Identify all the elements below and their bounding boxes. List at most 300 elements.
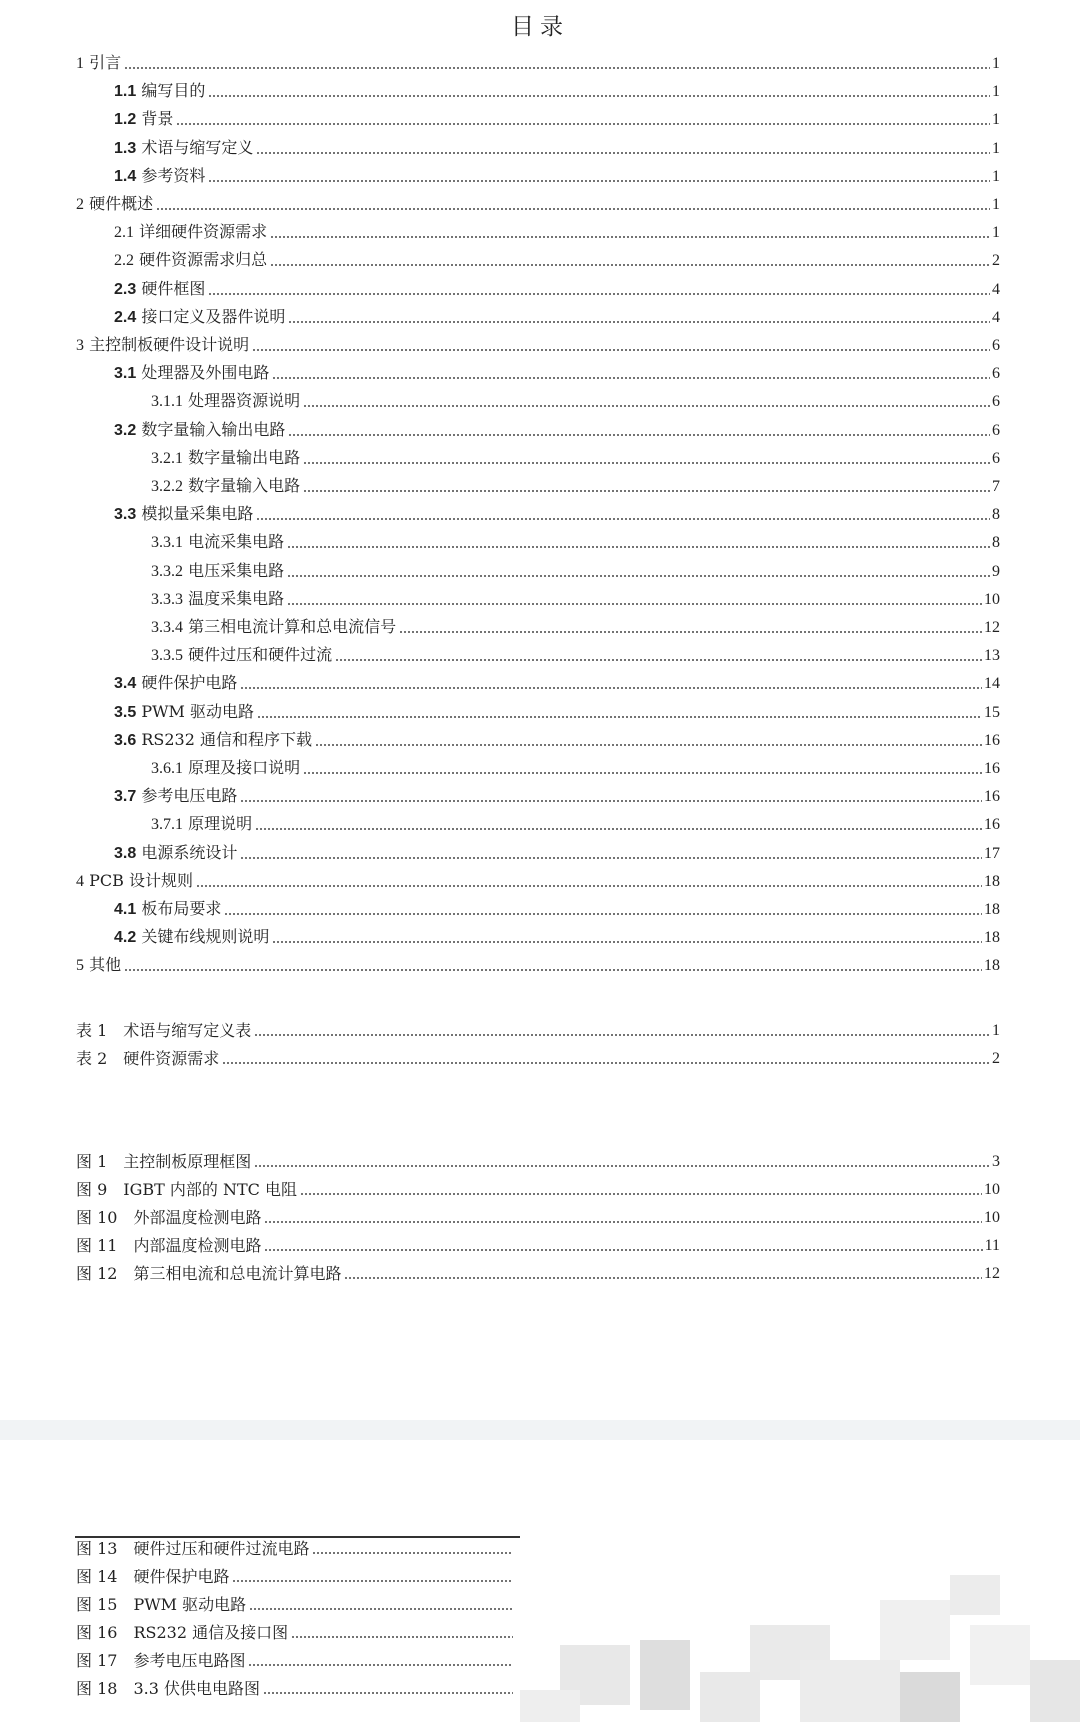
section-title: RS232 通信和程序下载 (136, 729, 312, 749)
page-number: 16 (984, 816, 1000, 834)
section-number: 3.5 (114, 703, 137, 721)
page-number: 18 (984, 929, 1000, 947)
page-number: 4 (992, 308, 1000, 326)
leader-dots (303, 490, 990, 492)
figure-title: 图 16 RS232 通信及接口图 (76, 1623, 289, 1642)
section-title: 术语与缩写定义 (136, 137, 254, 157)
toc-entry-label (151, 476, 301, 497)
section-title: 参考资料 (136, 165, 206, 185)
toc-line (0, 52, 1080, 74)
leader-dots (222, 1062, 990, 1064)
section-title: 硬件概述 (84, 194, 154, 213)
toc-entry-label (76, 1539, 310, 1559)
toc-line (0, 334, 1080, 356)
toc-entry (76, 1565, 515, 1587)
page-number: 16 (984, 731, 1000, 749)
page-number: 14 (984, 675, 1000, 693)
section-number: 3.7 (114, 788, 137, 806)
leader-dots (263, 1692, 513, 1694)
toc-entry-label (76, 194, 154, 215)
toc-line (0, 221, 1080, 243)
section-title: 处理器资源说明 (183, 391, 301, 411)
section-title: 详细硬件资源需求 (134, 222, 268, 242)
section-number: 3.7.1 (151, 816, 183, 834)
leader-dots (272, 941, 982, 943)
section-title: 编写目的 (136, 81, 206, 101)
figure-title: 图 14 硬件保护电路 (76, 1567, 230, 1586)
page-number: 10 (984, 1181, 1000, 1198)
toc-entry (76, 1677, 515, 1699)
leader-dots (254, 1034, 990, 1036)
toc-line (0, 137, 1080, 159)
leader-dots (256, 152, 990, 154)
toc-line (0, 813, 1080, 835)
page-number: 6 (992, 449, 1000, 467)
page-number: 2 (992, 1050, 1000, 1067)
toc-entry-label (76, 53, 122, 74)
toc-line (0, 447, 1080, 469)
toc-entry (114, 165, 1000, 187)
leader-dots (303, 405, 990, 407)
toc-entry (114, 221, 1000, 243)
blur-block (520, 1690, 580, 1722)
toc-line (0, 672, 1080, 694)
table-title: 表 2 硬件资源需求 (76, 1049, 220, 1068)
toc-entry-label (114, 166, 206, 187)
toc-entry-label (76, 1264, 342, 1284)
section-title: 数字量输入电路 (183, 476, 301, 495)
toc-entry-label (114, 250, 268, 271)
section-title: 数字量输出电路 (183, 447, 301, 467)
page-number: 16 (984, 760, 1000, 777)
page-number: 10 (984, 590, 1000, 608)
leader-dots (208, 293, 990, 295)
page-number: 3 (992, 1153, 1000, 1170)
toc-entry-label (76, 1623, 289, 1643)
toc-entry-label (151, 589, 285, 610)
section-title: 处理器及外围电路 (136, 363, 270, 383)
section-number: 2 (76, 196, 84, 213)
toc-entry (76, 1593, 515, 1615)
toc-entry-label (114, 307, 286, 328)
toc-entry (151, 390, 1000, 412)
section-title: 硬件资源需求归总 (134, 250, 268, 270)
section-title: 原理说明 (183, 814, 253, 834)
leader-dots (312, 1552, 513, 1554)
blur-block (970, 1625, 1030, 1685)
toc-entry (76, 1621, 515, 1643)
toc-line (0, 588, 1080, 610)
toc-entry (114, 672, 1000, 694)
toc-entry (76, 334, 1000, 356)
page-number: 2 (992, 252, 1000, 270)
leader-dots (124, 969, 982, 971)
leader-dots (303, 772, 982, 774)
blur-block (700, 1672, 760, 1722)
section-number: 1 (76, 55, 84, 72)
section-number: 3.3.3 (151, 590, 183, 608)
section-number: 3.3.5 (151, 647, 183, 665)
blur-block (1030, 1660, 1080, 1722)
toc-entry (114, 842, 1000, 864)
leader-dots (287, 575, 990, 577)
toc-line (0, 165, 1080, 187)
section-title: PWM 驱动电路 (136, 701, 255, 721)
page-number: 6 (992, 393, 1000, 411)
page-number: 1 (992, 111, 1000, 129)
leader-dots (300, 1193, 982, 1195)
section-number: 3 (76, 337, 84, 354)
page-number: 12 (984, 619, 1000, 636)
toc-entry (76, 1178, 1000, 1200)
figure-title: 图 10 外部温度检测电路 (76, 1208, 262, 1227)
leader-dots (156, 208, 990, 210)
section-number: 3.2.2 (151, 478, 183, 495)
figure-entry (0, 1150, 1080, 1172)
leader-dots (270, 236, 990, 238)
leader-dots (196, 885, 982, 887)
toc-line (0, 80, 1080, 102)
table-title: 表 1 术语与缩写定义表 (76, 1021, 252, 1040)
toc-entry (151, 447, 1000, 469)
blur-block (900, 1672, 960, 1722)
toc-line (0, 644, 1080, 666)
toc-line (0, 531, 1080, 553)
page-number: 1 (992, 167, 1000, 185)
section-title: 参考电压电路 (136, 786, 238, 806)
page-title: 目录 (511, 14, 569, 40)
leader-dots (255, 828, 982, 830)
leader-dots (248, 1664, 513, 1666)
toc-entry (114, 419, 1000, 441)
section-number: 2.1 (114, 224, 134, 242)
toc-entry-label (151, 814, 253, 835)
page-number: 12 (984, 1265, 1000, 1282)
toc-entry-label (114, 702, 255, 723)
toc-entry-label (151, 391, 301, 412)
leader-dots (257, 716, 982, 718)
toc-line (0, 785, 1080, 807)
section-number: 3.6 (114, 731, 137, 749)
leader-dots (315, 744, 982, 746)
section-title: 模拟量采集电路 (136, 504, 254, 524)
leader-dots (291, 1636, 513, 1638)
toc-entry-label (114, 109, 174, 130)
figure-entry (0, 1206, 1080, 1228)
toc-entry (114, 729, 1000, 751)
toc-entry-label (114, 363, 270, 384)
toc-entry-label (151, 532, 285, 553)
table-entry (0, 1047, 1080, 1069)
toc-line (0, 757, 1080, 779)
leader-dots (287, 603, 982, 605)
toc-entry-label (76, 1236, 262, 1256)
page-number: 18 (984, 957, 1000, 975)
toc-line (0, 306, 1080, 328)
toc-entry (151, 475, 1000, 497)
toc-line (0, 419, 1080, 441)
leader-dots (252, 349, 990, 351)
toc-entry (114, 898, 1000, 920)
toc-line (0, 475, 1080, 497)
toc-line (0, 616, 1080, 638)
page-number: 17 (984, 844, 1000, 862)
leader-dots (249, 1608, 513, 1610)
toc-entry-label (114, 927, 270, 948)
page-number: 6 (992, 365, 1000, 383)
page-number: 10 (984, 1209, 1000, 1226)
section-title: 温度采集电路 (183, 588, 285, 608)
toc-entry (151, 813, 1000, 835)
toc-entry (151, 531, 1000, 553)
page-number: 7 (992, 478, 1000, 495)
leader-dots (208, 180, 990, 182)
figure-title: 图 18 3.3 伏供电电路图 (76, 1679, 260, 1698)
section-number: 5 (76, 957, 84, 975)
toc-entry (76, 1649, 515, 1671)
toc-entry-label (114, 843, 238, 864)
section-title: PCB 设计规则 (84, 870, 193, 890)
page-number: 1 (992, 139, 1000, 157)
section-number: 3.3.2 (151, 562, 183, 580)
figure-title: 图 1 主控制板原理框图 (76, 1152, 252, 1171)
section-title: 硬件保护电路 (136, 673, 238, 693)
leader-dots (287, 546, 990, 548)
section-title: 硬件过压和硬件过流 (183, 645, 333, 665)
toc-entry (151, 560, 1000, 582)
toc-entry (114, 306, 1000, 328)
blur-block (950, 1575, 1000, 1615)
toc-entry-label (151, 617, 397, 638)
leader-dots (224, 913, 982, 915)
toc-entry-label (114, 279, 206, 300)
toc-entry-label (114, 899, 222, 920)
toc-line (0, 842, 1080, 864)
toc-entry-label (76, 335, 250, 356)
leader-dots (240, 687, 982, 689)
figure-title: 图 12 第三相电流和总电流计算电路 (76, 1264, 342, 1283)
section-title: 板布局要求 (136, 899, 222, 918)
toc-line (0, 108, 1080, 130)
blur-block (640, 1640, 690, 1710)
page-number: 8 (992, 534, 1000, 552)
figure-title: 图 13 硬件过压和硬件过流电路 (76, 1539, 310, 1558)
toc-entry (76, 52, 1000, 74)
section-number: 4 (76, 872, 84, 890)
toc-entry-label (151, 561, 285, 582)
section-number: 3.4 (114, 675, 137, 693)
page-number: 6 (992, 337, 1000, 354)
toc-line (0, 503, 1080, 525)
toc-line (0, 278, 1080, 300)
toc-entry-label (114, 138, 254, 159)
toc-entry-label (76, 871, 194, 892)
toc-entry-label (114, 504, 254, 525)
toc-entry (76, 1537, 515, 1559)
section-number: 3.1 (114, 365, 137, 383)
toc-entry-label (76, 1567, 230, 1587)
leader-dots (208, 95, 990, 97)
section-number: 3.3 (114, 506, 137, 524)
toc-entry (114, 926, 1000, 948)
toc-line (0, 362, 1080, 384)
toc-entry-label (151, 645, 333, 666)
toc-entry (151, 644, 1000, 666)
page-gap (0, 1420, 1080, 1440)
leader-dots (264, 1249, 982, 1251)
section-number: 2.4 (114, 308, 137, 326)
section-title: 引言 (84, 53, 122, 72)
section-title: 电压采集电路 (183, 560, 285, 580)
page-number: 1 (992, 1022, 1000, 1039)
figure-title: 图 15 PWM 驱动电路 (76, 1595, 247, 1614)
leader-dots (303, 462, 990, 464)
page-number: 13 (984, 647, 1000, 665)
page-number: 11 (984, 1237, 1000, 1254)
figure-entry (0, 1178, 1080, 1200)
toc-line (0, 729, 1080, 751)
section-number: 1.2 (114, 111, 137, 129)
section-title: 主控制板硬件设计说明 (84, 335, 250, 354)
leader-dots (256, 518, 990, 520)
toc-entry-label (114, 730, 313, 751)
toc-entry (76, 1150, 1000, 1172)
section-title: 接口定义及器件说明 (136, 306, 286, 326)
section-number: 1.4 (114, 167, 137, 185)
toc-line (0, 898, 1080, 920)
page-number: 16 (984, 788, 1000, 806)
section-number: 3.3.4 (151, 619, 183, 636)
toc-entry (114, 785, 1000, 807)
toc-entry (114, 278, 1000, 300)
toc-entry (76, 870, 1000, 892)
leader-dots (288, 434, 990, 436)
toc-entry (151, 588, 1000, 610)
section-number: 2.2 (114, 252, 134, 270)
toc-entry (76, 193, 1000, 215)
toc-entry-label (76, 1679, 261, 1699)
toc-entry (151, 757, 1000, 779)
toc-entry-label (76, 1180, 298, 1200)
leader-dots (272, 377, 990, 379)
page-number: 6 (992, 421, 1000, 439)
toc-entry (114, 249, 1000, 271)
section-title: 其他 (84, 955, 122, 975)
section-title: 硬件框图 (136, 278, 206, 298)
page-number: 1 (992, 55, 1000, 72)
toc-line (0, 560, 1080, 582)
toc-line (0, 701, 1080, 723)
toc-entry-label (76, 1049, 220, 1069)
leader-dots (240, 857, 982, 859)
table-entry (0, 1019, 1080, 1041)
leader-dots (344, 1277, 982, 1279)
toc-entry-label (76, 1208, 262, 1228)
toc-entry (76, 1262, 1000, 1284)
leader-dots (124, 67, 990, 69)
section-number: 2.3 (114, 280, 137, 298)
page-number: 1 (992, 83, 1000, 101)
page-number: 1 (992, 196, 1000, 213)
section-number: 1.3 (114, 139, 137, 157)
toc-entry-label (151, 448, 301, 469)
section-title: 第三相电流计算和总电流信号 (183, 617, 397, 636)
leader-dots (254, 1165, 990, 1167)
section-title: 原理及接口说明 (183, 758, 301, 777)
toc-line (0, 249, 1080, 271)
section-number: 3.6.1 (151, 760, 183, 777)
page-number: 18 (984, 872, 1000, 890)
section-title: 电源系统设计 (136, 842, 238, 862)
section-number: 3.8 (114, 844, 137, 862)
toc-line (0, 926, 1080, 948)
toc-entry-label (114, 420, 286, 441)
section-title: 背景 (136, 109, 174, 129)
page-number: 1 (992, 224, 1000, 242)
section-number: 3.2.1 (151, 449, 183, 467)
toc-entry-label (114, 673, 238, 694)
toc-entry-label (151, 758, 301, 779)
toc-entry-label (76, 1152, 252, 1172)
toc-entry (76, 1206, 1000, 1228)
toc-entry-label (76, 1021, 252, 1041)
toc-line (0, 390, 1080, 412)
toc-entry (114, 137, 1000, 159)
leader-dots (240, 800, 982, 802)
leader-dots (288, 321, 990, 323)
page-number: 15 (984, 703, 1000, 721)
section-number: 3.2 (114, 421, 137, 439)
page-number: 4 (992, 280, 1000, 298)
blur-block (800, 1660, 900, 1722)
figure-entry (0, 1234, 1080, 1256)
toc-entry (114, 701, 1000, 723)
section-number: 4.2 (114, 929, 137, 947)
toc-entry-label (114, 786, 238, 807)
section-title: 电流采集电路 (183, 532, 285, 552)
toc-entry (151, 616, 1000, 638)
toc-entry-label (114, 222, 268, 243)
toc-entry (76, 954, 1000, 976)
leader-dots (335, 659, 982, 661)
leader-dots (264, 1221, 982, 1223)
figure-title: 图 17 参考电压电路图 (76, 1651, 246, 1670)
leader-dots (399, 631, 982, 633)
page-number: 8 (992, 506, 1000, 524)
page-number: 9 (992, 562, 1000, 580)
toc-entry (76, 1019, 1000, 1041)
section-number: 3.3.1 (151, 534, 183, 552)
section-title: 数字量输入输出电路 (136, 419, 286, 439)
figure-title: 图 11 内部温度检测电路 (76, 1236, 262, 1255)
toc-line (0, 954, 1080, 976)
leader-dots (232, 1580, 513, 1582)
toc-entry (114, 503, 1000, 525)
blur-block (880, 1600, 950, 1660)
leader-dots (270, 264, 990, 266)
toc-entry (114, 80, 1000, 102)
figure-title: 图 9 IGBT 内部的 NTC 电阻 (76, 1180, 297, 1199)
toc-entry (114, 362, 1000, 384)
section-number: 3.1.1 (151, 393, 183, 411)
leader-dots (176, 123, 990, 125)
section-number: 1.1 (114, 83, 137, 101)
toc-line (0, 870, 1080, 892)
toc-entry (76, 1047, 1000, 1069)
page-number: 18 (984, 901, 1000, 918)
section-title: 关键布线规则说明 (136, 927, 270, 947)
toc-entry-label (76, 1651, 246, 1671)
